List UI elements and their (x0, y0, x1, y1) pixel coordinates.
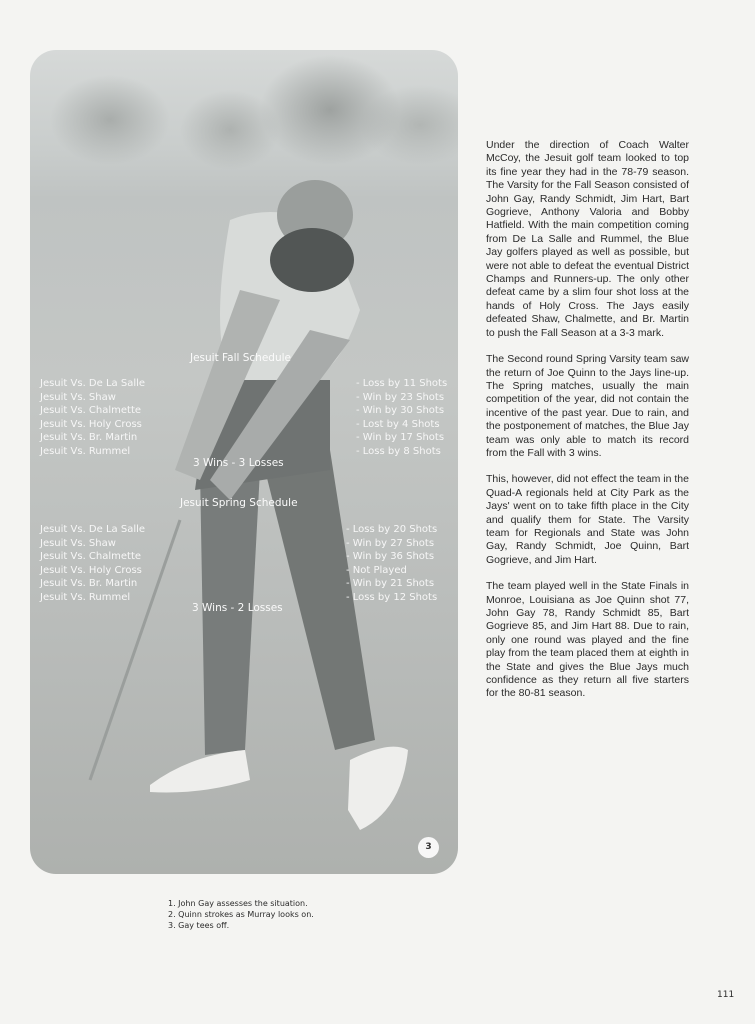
photo-captions (168, 898, 314, 931)
fall-opponent: Jesuit Vs. Holy Cross (40, 418, 142, 430)
spring-schedule-opponents (40, 523, 145, 604)
fall-opponent: Jesuit Vs. De La Salle (40, 378, 146, 389)
article-paragraph: The Second round Spring Varsity team saw the return of Joe Quinn to the Jays line-up. The Spring matches, usually the main competition of the year, did not contain the incentive of the past year. Due to rain, and the postponement of matches, the Blue Jay team was only able to match its record from the Fall with 3 wins. (486, 353, 689, 459)
golfer-photo (30, 50, 458, 874)
page-number: 111 (717, 990, 735, 1000)
spring-opponent: Jesuit Vs. Shaw (40, 537, 116, 549)
spring-schedule-title: Jesuit Spring Schedule (180, 497, 298, 509)
caption: 2. Quinn strokes as Murray looks on. (168, 910, 314, 919)
article-body (486, 139, 689, 714)
fall-schedule-results (356, 377, 447, 458)
spring-result: - Not Played (346, 564, 407, 576)
spring-opponent: Jesuit Vs. Chalmette (40, 551, 142, 562)
fall-schedule-opponents (40, 377, 145, 458)
article-paragraph: The team played well in the State Finals in Monroe, Louisiana as Joe Quinn shot 77, John Gay 78, Randy Schmidt 85, Bart Gogrieve 85, and Jim Hart 88. Due to rain, only one round was played and the fine play from the team placed them at eighth in the State and gives the Blue Jays much confidence as they return all five starters for the 80-81 season. (486, 580, 689, 700)
fall-record: 3 Wins - 3 Losses (193, 457, 284, 469)
spring-opponent: Jesuit Vs. Holy Cross (40, 564, 142, 576)
photo-number-badge: 3 (418, 837, 439, 858)
spring-result: - Win by 21 Shots (346, 578, 435, 589)
spring-result: - Win by 27 Shots (346, 537, 435, 549)
spring-result: - Win by 36 Shots (346, 551, 435, 562)
article-paragraph: This, however, did not effect the team in the Quad-A regionals held at City Park as the Jays' went on to take fifth place in the City and qualify them for State. The Varsity team for Regionals and State was John Gay, Randy Schmidt, Joe Quinn, Bart Gogrieve, and Jim Hart. (486, 473, 689, 566)
fall-opponent: Jesuit Vs. Chalmette (40, 405, 142, 416)
fall-result: - Win by 17 Shots (356, 432, 445, 443)
fall-result: - Win by 23 Shots (356, 391, 445, 403)
spring-opponent: Jesuit Vs. Rummel (40, 591, 131, 603)
fall-result: - Loss by 8 Shots (356, 445, 441, 457)
fall-opponent: Jesuit Vs. Br. Martin (40, 432, 138, 443)
fall-opponent: Jesuit Vs. Shaw (40, 391, 116, 403)
spring-schedule-results (346, 523, 437, 604)
spring-record: 3 Wins - 2 Losses (192, 602, 283, 614)
spring-opponent: Jesuit Vs. Br. Martin (40, 578, 138, 589)
fall-result: - Lost by 4 Shots (356, 418, 440, 430)
spring-result: - Loss by 20 Shots (346, 524, 438, 535)
spring-result: - Loss by 12 Shots (346, 591, 438, 603)
article-paragraph: Under the direction of Coach Walter McCoy, the Jesuit golf team looked to top its fine year they had in the 78-79 season. The Varsity for the Fall Season consisted of John Gay, Randy Schmidt, Jim Hart, Bart Gogrieve, Anthony Valoria and Bobby Hatfield. With the main competition coming from De La Salle and Rummel, the Blue Jay golfers played as well as possible, but were not able to defeat the eventual District Champs and Runners-up. The only other defeat came by a slim four shot loss at the hands of Holy Cross. The Jays easily defeated Shaw, Chalmette, and Br. Martin to push the Fall Season at a 3-3 mark. (486, 139, 689, 339)
fall-opponent: Jesuit Vs. Rummel (40, 445, 131, 457)
fall-result: - Win by 30 Shots (356, 405, 445, 416)
fall-schedule-title: Jesuit Fall Schedule (190, 352, 291, 364)
spring-opponent: Jesuit Vs. De La Salle (40, 524, 146, 535)
caption: 1. John Gay assesses the situation. (168, 899, 308, 908)
fall-result: - Loss by 11 Shots (356, 378, 448, 389)
caption: 3. Gay tees off. (168, 921, 230, 930)
